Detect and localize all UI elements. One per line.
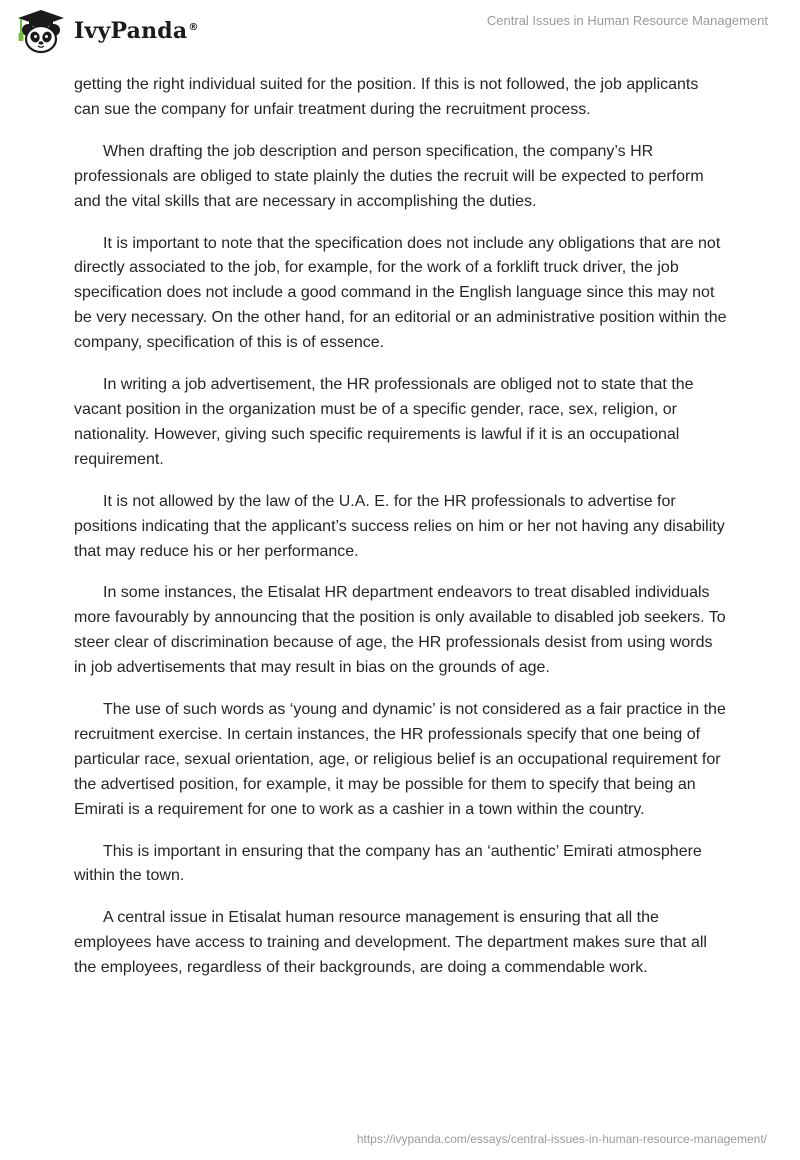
paragraph: getting the right individual suited for the position. If this is not followed, the job applicants can sue the company for unfair treatment during the recruitment process. xyxy=(74,76,699,118)
paragraph: It is important to note that the specification does not include any obligations that are not directly associated to the job, for example, for the work of a forklift truck driver, the job specification does not include a good command in the English language since this may not be very necessary. On the other hand, for an editorial or an administrative position within the company, specification of this is of essence. xyxy=(74,234,727,352)
essay-body xyxy=(74,73,728,998)
panda-graduate-icon xyxy=(14,8,68,54)
document-title: Central Issues in Human Resource Management xyxy=(486,13,768,28)
paragraph: It is not allowed by the law of the U.A. E. for the HR professionals to advertise for positions indicating that the applicant’s success relies on him or her not having any disability that may reduce his or her performance. xyxy=(74,492,725,560)
paragraph: In some instances, the Etisalat HR department endeavors to treat disabled individuals more favourably by announcing that the position is only available to disabled job seekers. To steer clear of discrimination because of age, the HR professionals desist from using words in job advertisements that may result in bias on the grounds of age. xyxy=(74,584,726,677)
paragraph: This is important in ensuring that the company has an ‘authentic’ Emirati atmosphere within the town. xyxy=(74,842,702,885)
page-header xyxy=(0,0,800,62)
brand-name xyxy=(74,18,199,44)
brand-logo[interactable] xyxy=(14,6,199,56)
source-url[interactable]: https://ivypanda.com/essays/central-issues-in-human-resource-management/ xyxy=(356,1132,767,1146)
paragraph: In writing a job advertisement, the HR professionals are obliged not to state that the vacant position in the organization must be of a specific gender, race, sex, religion, or nationality. However, giving such specific requirements is lawful if it is an occupational requirement. xyxy=(74,376,694,468)
paragraph: A central issue in Etisalat human resource management is ensuring that all the employees have access to training and development. The department makes sure that all the employees, regardless of their backgrounds, are doing a commendable work. xyxy=(74,909,707,977)
registered-mark: ® xyxy=(188,21,199,33)
paragraph: When drafting the job description and person specification, the company’s HR professionals are obliged to state plainly the duties the recruit will be expected to perform and the vital skills that are necessary in accomplishing the duties. xyxy=(74,142,704,210)
paragraph: The use of such words as ‘young and dynamic’ is not considered as a fair practice in the recruitment exercise. In certain instances, the HR professionals specify that one being of particular race, sexual orientation, age, or religious belief is an occupational requirement for the advertised position, for example, it may be possible for them to specify that being an Emirati is a requirement for one to work as a cashier in a town within the country. xyxy=(74,701,726,818)
brand-name-text: IvyPanda xyxy=(74,18,188,44)
